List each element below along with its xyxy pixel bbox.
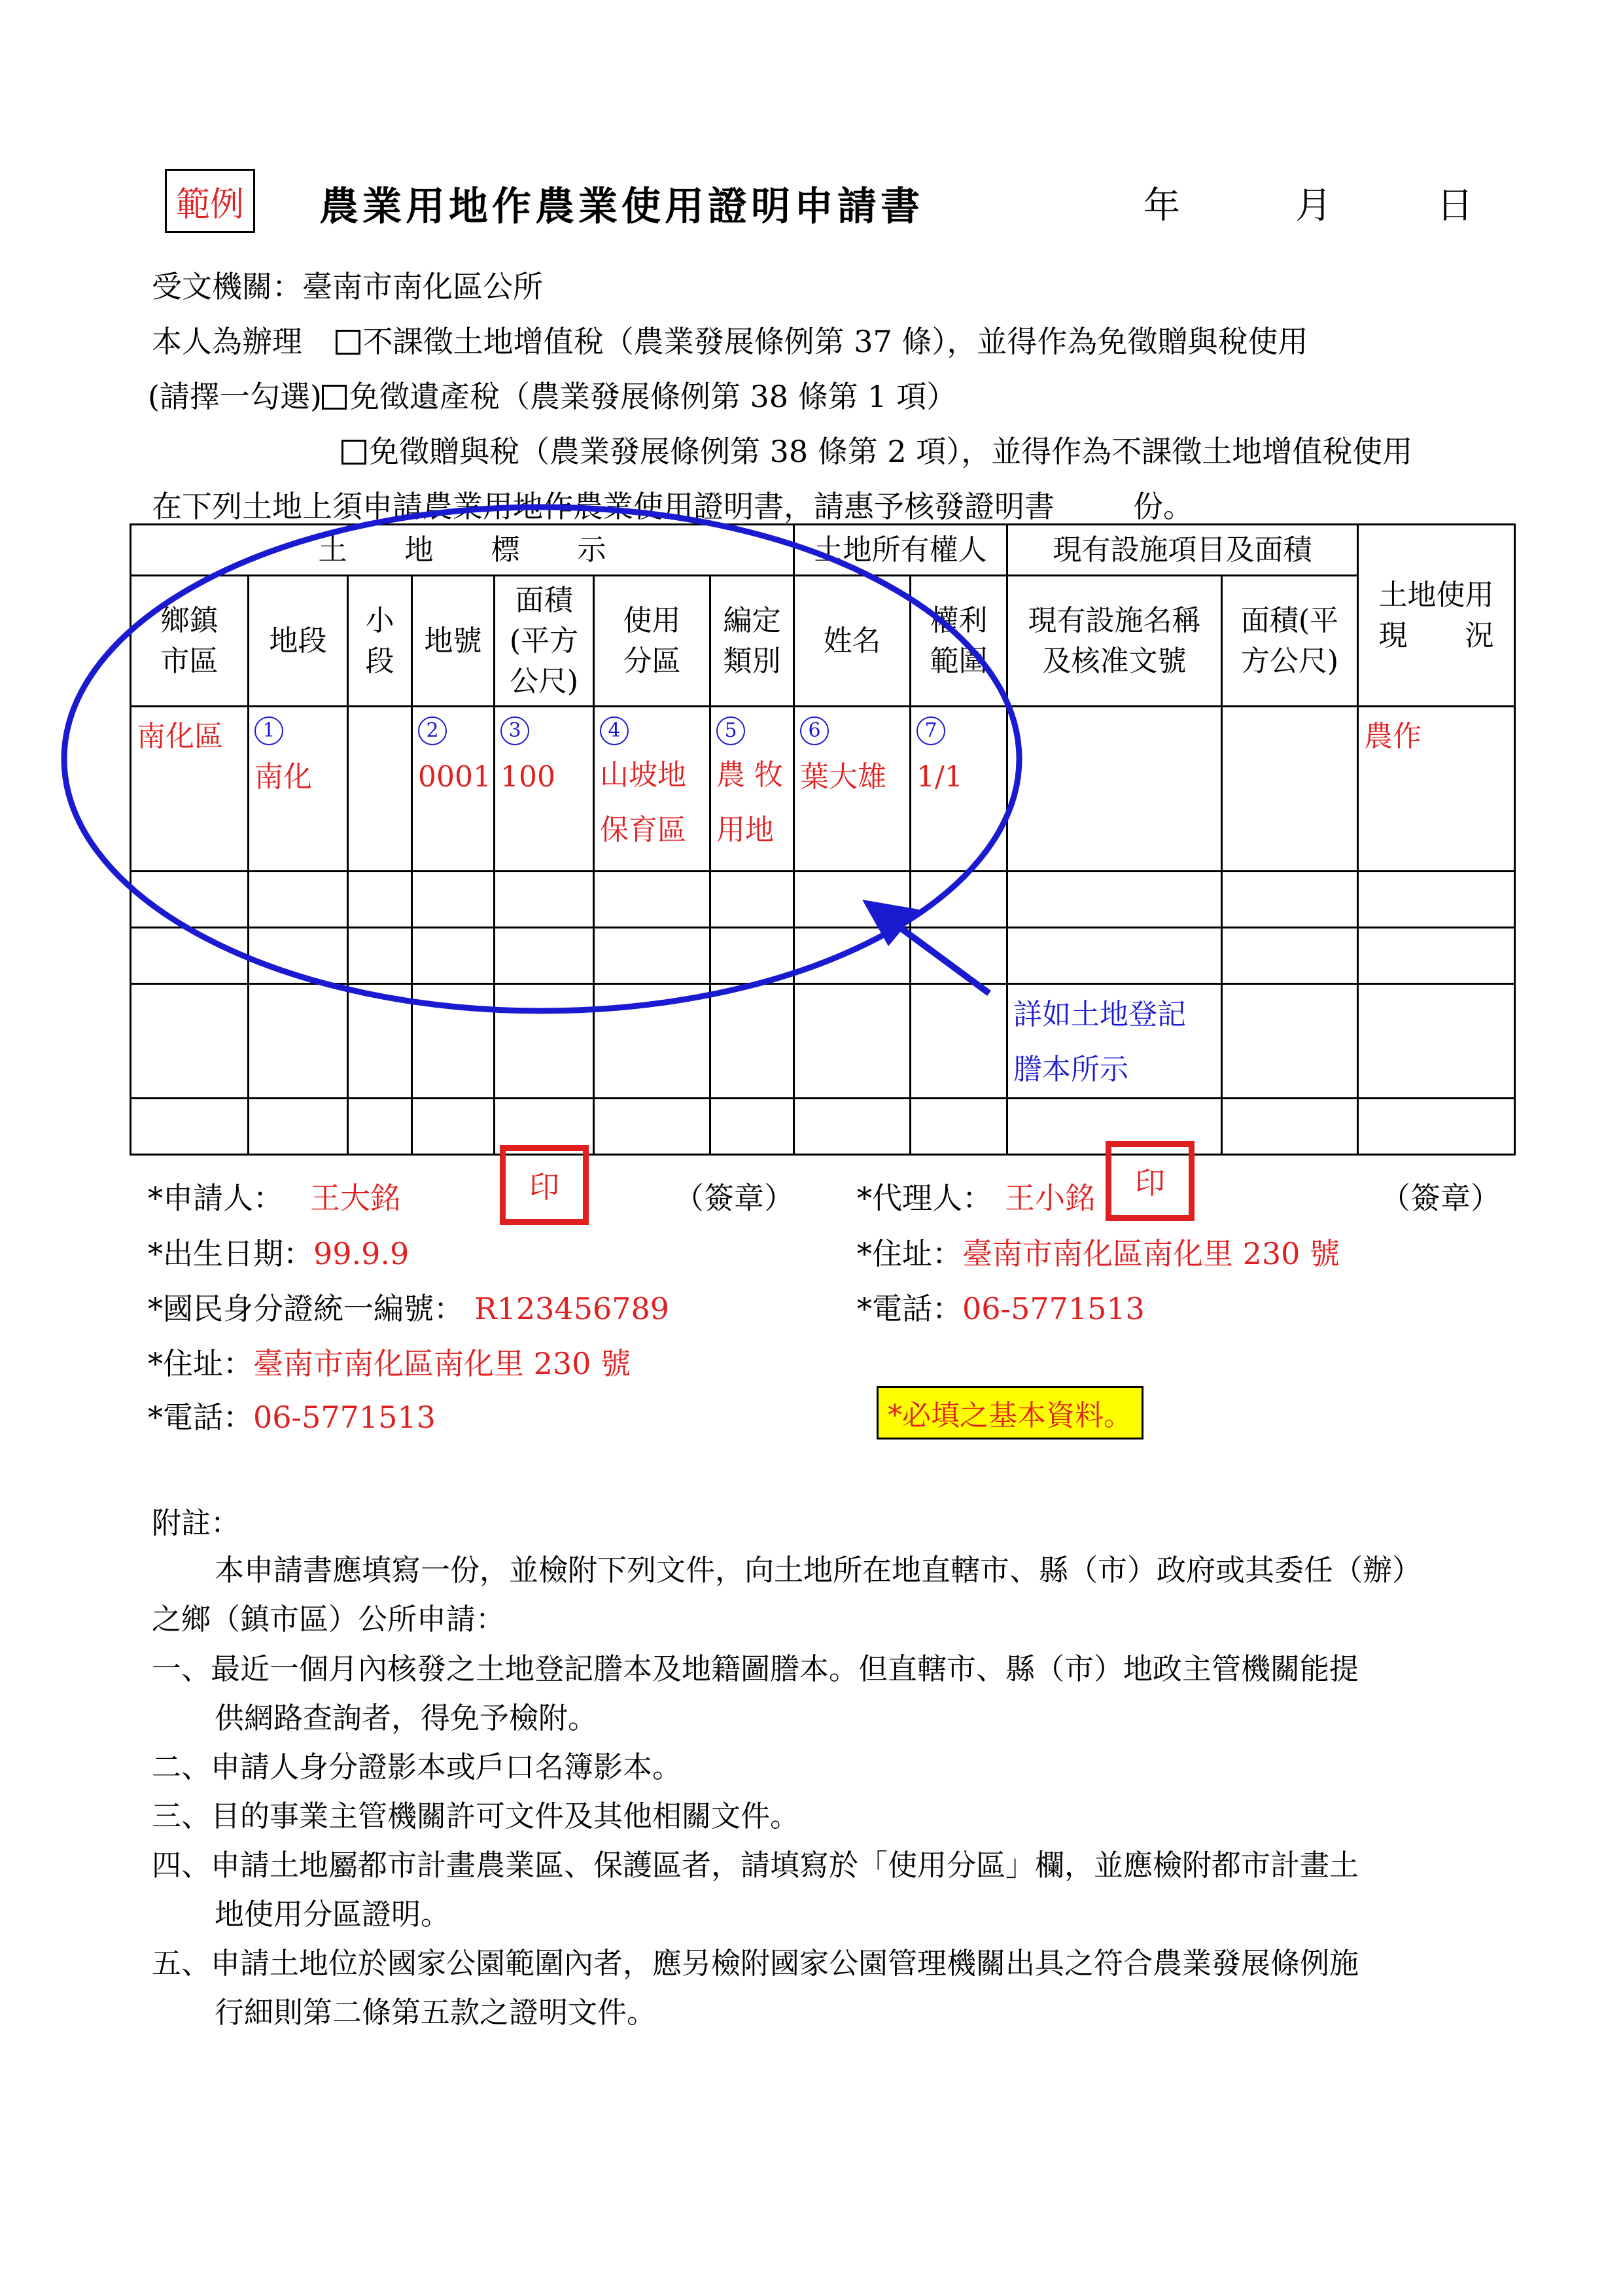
applicant-seal[interactable]: 印 [500,1145,589,1225]
highlight-ellipse [64,507,1019,1011]
header-facility-group: 現有設施項目及面積 [1007,525,1358,576]
applicant-address-line: *住址：臺南市南化區南化里 230 號 [148,1346,631,1381]
notes-para1: 本申請書應填寫一份，並檢附下列文件，向土地所在地直轄市、縣（市）政府或其委任（辦） [215,1553,1422,1587]
agent-seal[interactable]: 印 [1106,1141,1195,1221]
notes-item1b: 供網路查詢者，得免予檢附。 [215,1701,598,1735]
header-subsection: 小 段 [348,576,412,707]
line2-prefix: (請擇一勾選) [148,379,322,414]
agent-phone[interactable]: 06-5771513 [962,1291,1145,1326]
cell-section[interactable]: 1 南化 [249,707,348,872]
cell-zone[interactable]: 4 山坡地 保育區 [594,707,710,872]
cell-category[interactable]: 5 農 牧 用地 [710,707,794,872]
request-text: 在下列土地上須申請農業用地作農業使用證明書，請惠予核發證明書 [152,489,1055,524]
header-section: 地段 [249,576,348,707]
applicant-phone-line: *電話：06-5771513 [148,1400,436,1435]
header-land-use: 土地使用 現 況 [1358,525,1515,707]
agent-address-line: *住址：臺南市南化區南化里 230 號 [857,1236,1340,1271]
agency-line: 受文機關：臺南市南化區公所 [152,269,543,304]
agent-sign-label: （簽章） [1380,1180,1501,1216]
line1-prefix: 本人為辦理 [152,324,302,359]
agent-name-label: *代理人： [857,1180,992,1216]
applicant-address[interactable]: 臺南市南化區南化里 230 號 [253,1346,631,1381]
sample-badge: 範例 [165,169,255,233]
copies-label: 份。 [1133,489,1193,524]
date-day-label: 日 [1437,185,1473,227]
applicant-id-line: *國民身分證統一編號： R123456789 [148,1291,670,1326]
applicant-birth-line: *出生日期：99.9.9 [148,1236,410,1271]
notes-para1b: 之鄉（鎮市區）公所申請： [152,1602,506,1636]
notes-item1: 一、最近一個月內核發之土地登記謄本及地籍圖謄本。但直轄市、縣（市）地政主管機關能提 [152,1651,1359,1686]
header-lot: 地號 [412,576,495,707]
header-right: 權利 範圍 [911,576,1007,707]
cell-lot[interactable]: 2 0001 [412,707,495,872]
notes-heading: 附註： [152,1506,241,1540]
applicant-name-label: *申請人： [148,1180,283,1216]
applicant-sign-label: （簽章） [674,1180,794,1216]
applicant-id[interactable]: R123456789 [474,1291,670,1326]
cell-land-use[interactable]: 農作 [1358,707,1515,872]
header-zone: 使用 分區 [594,576,710,707]
date-month-label: 月 [1295,185,1332,227]
header-land-group: 土 地 標 示 [131,525,794,576]
agent-phone-line: *電話：06-5771513 [857,1291,1145,1326]
cell-area[interactable]: 3 100 [495,707,594,872]
agent-name[interactable]: 王小銘 [1005,1180,1095,1216]
header-facility-area: 面積(平 方公尺) [1222,576,1358,707]
agent-address[interactable]: 臺南市南化區南化里 230 號 [962,1236,1340,1271]
registry-annotation: 詳如土地登記 謄本所示 [1013,998,1186,1086]
cell-township[interactable]: 南化區 [131,707,249,872]
notes-item5: 五、申請土地位於國家公園範圍內者，應另檢附國家公園管理機關出具之符合農業發展條例施 [152,1946,1359,1981]
notes-item3: 三、目的事業主管機關許可文件及其他相關文件。 [152,1799,800,1833]
applicant-name[interactable]: 王大銘 [310,1180,400,1216]
header-township: 鄉鎮 市區 [131,576,249,707]
cell-owner-name[interactable]: 6 葉大雄 [794,707,911,872]
header-category: 編定 類別 [710,576,794,707]
option-gift-tax: 免徵贈與稅（農業發展條例第 38 條第 2 項），並得作為不課徵土地增值稅使用 [369,434,1413,469]
cell-right[interactable]: 7 1/1 [911,707,1007,872]
option-estate-tax: 免徵遺產稅（農業發展條例第 38 條第 1 項） [349,379,957,414]
document-title: 農業用地作農業使用證明申請書 [319,184,924,230]
header-owner-group: 土地所有權人 [794,525,1007,576]
header-facility-name: 現有設施名稱 及核准文號 [1007,576,1222,707]
header-owner-name: 姓名 [794,576,911,707]
applicant-birth[interactable]: 99.9.9 [313,1236,410,1271]
header-area: 面積 (平方 公尺) [495,576,594,707]
required-fields-note: *必填之基本資料。 [877,1386,1143,1439]
notes-item5b: 行細則第二條第五款之證明文件。 [215,1995,657,2030]
applicant-phone[interactable]: 06-5771513 [253,1400,436,1435]
date-year-label: 年 [1143,185,1180,227]
notes-item2: 二、申請人身分證影本或戶口名簿影本。 [152,1750,682,1784]
notes-item4b: 地使用分區證明。 [215,1897,451,1932]
notes-item4: 四、申請土地屬都市計畫農業區、保護區者，請填寫於「使用分區」欄，並應檢附都市計畫土 [152,1848,1359,1882]
option-land-tax: 不課徵土地增值稅（農業發展條例第 37 條），並得作為免徵贈與稅使用 [362,324,1308,359]
